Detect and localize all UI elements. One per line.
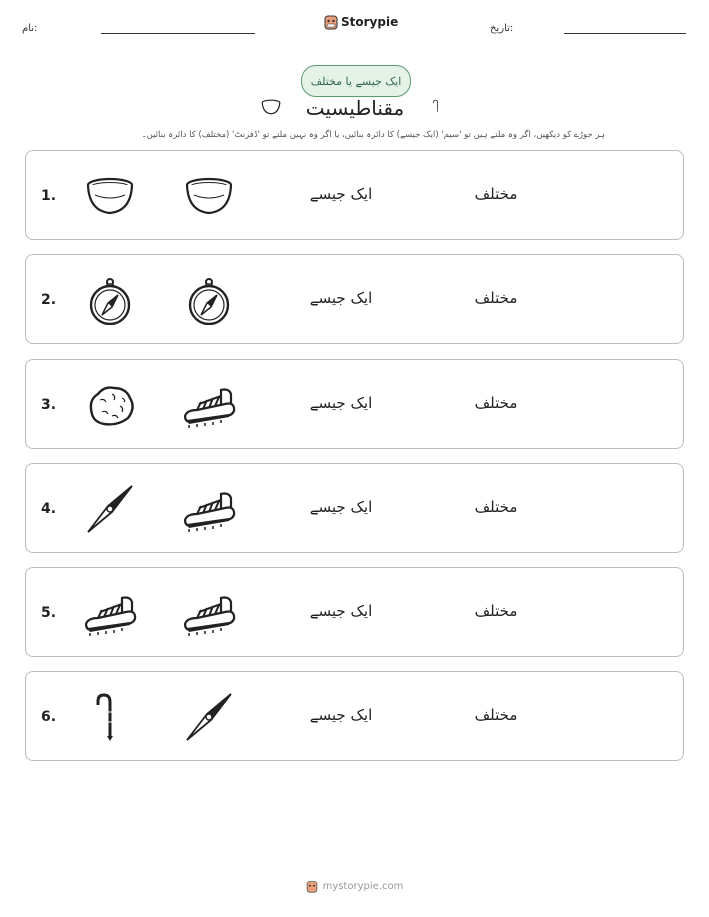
different-option[interactable]: مختلف [474,602,518,620]
instructions: ہر جوڑے کو دیکھیں، اگر وہ ملتے ہیں تو 'سیم' (ایک جیسے) کا دائرہ بنائیں، یا اگر وہ نہیں ملتے تو 'ڈفرنٹ' (مختلف) کا دائرہ بنائیں۔ [141,130,605,140]
brand [324,14,398,30]
same-option[interactable]: ایک جیسے [309,289,373,307]
question-card [25,567,684,657]
compass-icon [181,275,237,325]
question-number: 6. [41,709,57,725]
question-number: 4. [41,501,57,517]
question-number: 3. [41,397,57,413]
same-option[interactable]: ایک جیسے [309,706,373,724]
storypie-logo-icon [324,14,338,30]
date-field[interactable] [564,33,686,34]
bowl-icon [181,171,237,221]
brand-name: Storypie [341,15,399,29]
topic-badge: ایک جیسے یا مختلف [301,65,411,97]
sandal-icon [181,380,237,430]
question-card [25,254,684,344]
footer-url: mystorypie.com [322,881,404,892]
name-label: نام: [22,23,38,34]
question-card [25,463,684,553]
same-option[interactable]: ایک جیسے [309,394,373,412]
sandal-icon [82,588,138,638]
bowl-icon [82,171,138,221]
sandal-icon [181,588,237,638]
same-option[interactable]: ایک جیسے [309,498,373,516]
same-option[interactable]: ایک جیسے [309,185,373,203]
same-option[interactable]: ایک جیسے [309,602,373,620]
compass-needle-icon [181,692,237,742]
different-option[interactable]: مختلف [474,394,518,412]
question-number: 2. [41,292,57,308]
page-title: مقناطیسیت [305,96,405,120]
question-card [25,359,684,449]
date-label: تاریخ: [490,23,514,34]
sandal-icon [181,484,237,534]
hook-icon [82,692,138,742]
rock-icon [82,380,138,430]
question-number: 1. [41,188,57,204]
compass-icon [82,275,138,325]
different-option[interactable]: مختلف [474,289,518,307]
name-field[interactable] [101,33,255,34]
compass-needle-icon [82,484,138,534]
different-option[interactable]: مختلف [474,185,518,203]
bowl-icon [258,97,284,117]
different-option[interactable]: مختلف [474,498,518,516]
different-option[interactable]: مختلف [474,706,518,724]
question-card [25,150,684,240]
hook-icon [430,90,444,122]
footer [0,880,709,893]
storypie-logo-icon [306,880,318,893]
question-number: 5. [41,605,57,621]
question-card [25,671,684,761]
